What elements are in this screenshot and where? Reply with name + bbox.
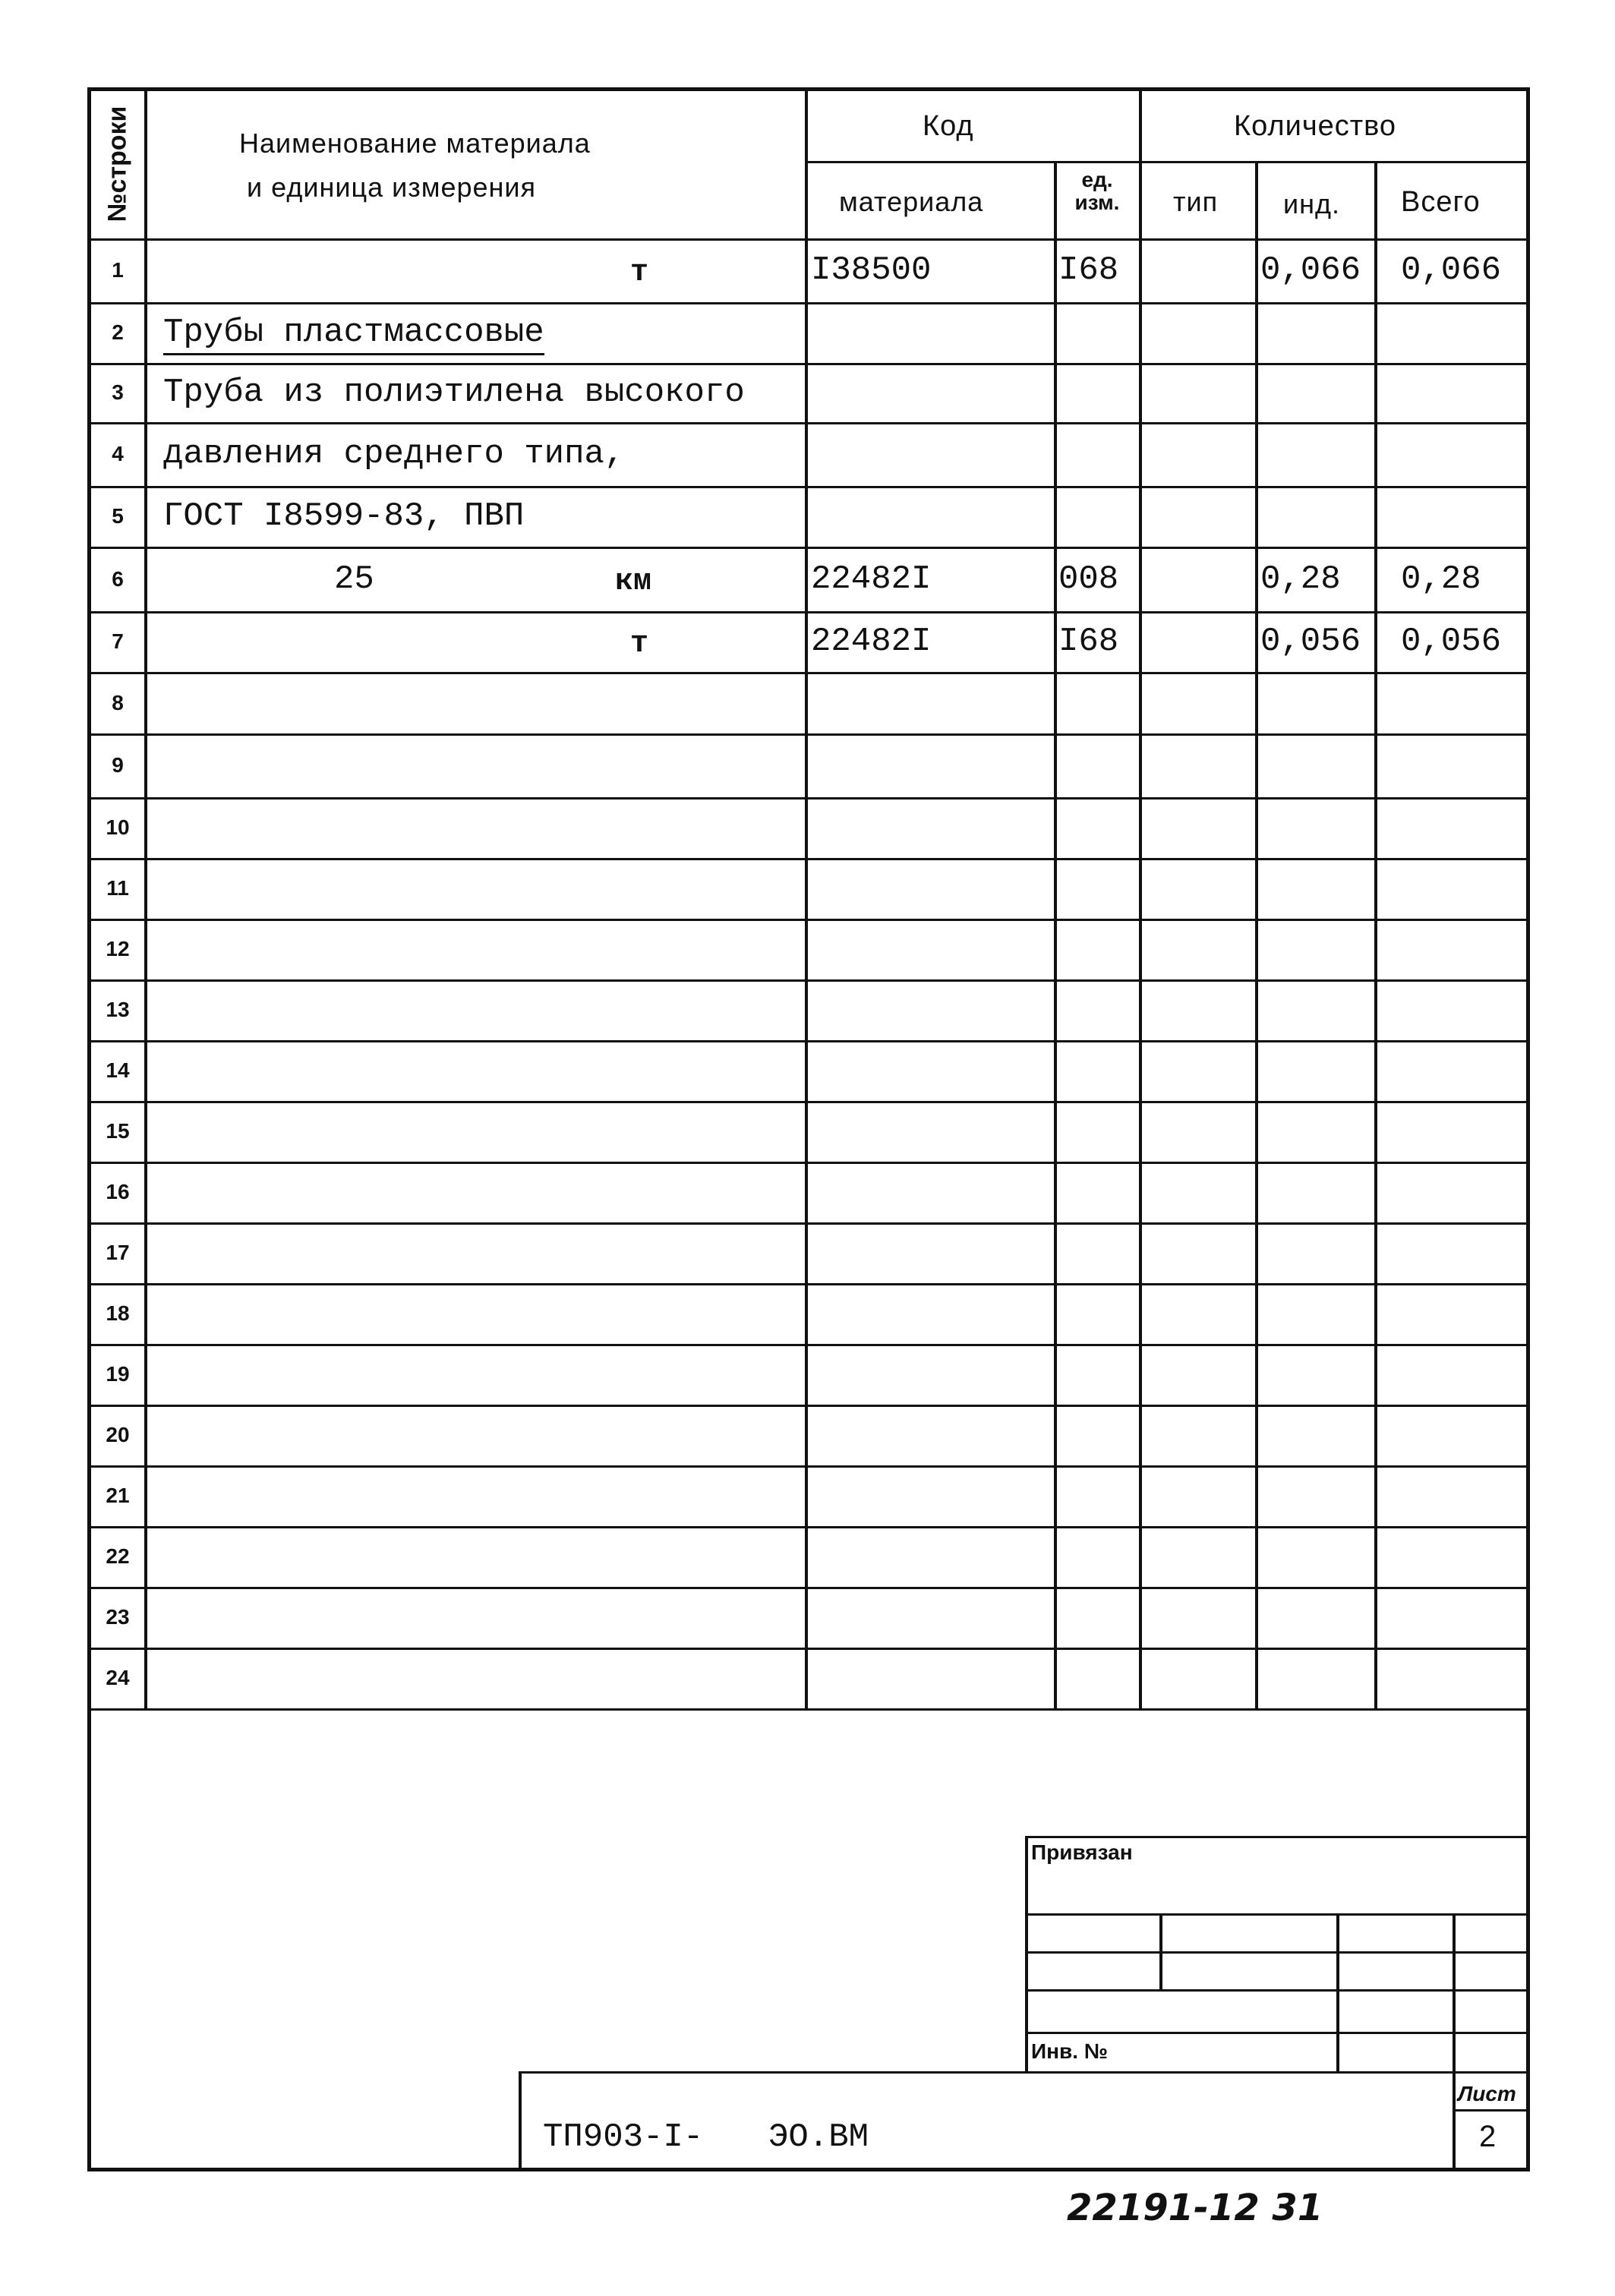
code-header: Код <box>923 110 974 142</box>
row-number: 5 <box>112 504 124 528</box>
unit-label: т <box>630 627 649 661</box>
qty-type-header: тип <box>1173 186 1219 217</box>
name-header-line1: Наименование материала <box>239 128 591 159</box>
row-number: 20 <box>106 1423 130 1446</box>
material-name: 25 <box>334 560 374 598</box>
row-line <box>87 1040 1530 1042</box>
row-number: 8 <box>112 690 124 714</box>
qty-total: 0,28 <box>1401 560 1481 598</box>
stamp-left-line <box>1025 1836 1028 2071</box>
row-number: 11 <box>106 876 129 900</box>
row-number: 16 <box>106 1180 130 1203</box>
row-number: 7 <box>112 629 124 653</box>
unit-code: I68 <box>1058 623 1119 661</box>
row-number: 10 <box>106 815 130 839</box>
qty-ind: 0,066 <box>1260 251 1361 289</box>
material-name: ГОСТ I8599-83, ПВП <box>163 497 525 535</box>
row-number: 24 <box>106 1666 130 1689</box>
row-number: 23 <box>106 1605 130 1629</box>
row-line <box>87 486 1530 488</box>
row-line <box>87 1344 1530 1346</box>
row-number: 9 <box>112 753 124 777</box>
privyazan-label: Привязан <box>1031 1840 1133 1864</box>
material-name: Труба из полиэтилена высокого <box>163 374 745 412</box>
qty-total: 0,066 <box>1401 251 1502 289</box>
material-code: I38500 <box>811 251 932 289</box>
row-line <box>87 422 1530 424</box>
unit-code: 008 <box>1058 560 1119 598</box>
row-line <box>87 1283 1530 1285</box>
row-number: 14 <box>106 1058 130 1082</box>
row-line <box>87 733 1530 736</box>
handwritten-number: 22191-12 31 <box>1067 2187 1323 2229</box>
row-number: 17 <box>106 1241 130 1264</box>
row-line <box>87 919 1530 921</box>
row-number-header: №строки <box>103 106 132 222</box>
column-line <box>1374 161 1377 1708</box>
qty-total-header: Всего <box>1401 186 1481 218</box>
row-line <box>87 1587 1530 1589</box>
row-number: 4 <box>112 442 124 465</box>
stamp-vline-3 <box>1453 1913 1456 2171</box>
row-line <box>87 1222 1530 1225</box>
row-number: 15 <box>106 1119 130 1143</box>
unit-label: т <box>630 256 649 290</box>
row-number: 1 <box>112 258 124 282</box>
title-block-left <box>519 2071 522 2171</box>
sheet-divider <box>1453 2109 1530 2112</box>
row-line <box>87 1162 1530 1164</box>
row-number: 22 <box>106 1544 130 1568</box>
unit-label: км <box>615 564 652 599</box>
inv-no-label: Инв. № <box>1031 2039 1109 2063</box>
quantity-header: Количество <box>1234 110 1397 142</box>
row-number: 12 <box>106 937 130 960</box>
header-bottom-line <box>87 238 1530 241</box>
qty-ind: 0,28 <box>1260 560 1341 598</box>
material-name: давления среднего типа, <box>163 435 625 473</box>
row-number: 18 <box>106 1301 130 1325</box>
row-line <box>87 1708 1530 1711</box>
sheet-label: Лист <box>1458 2082 1516 2105</box>
row-line <box>87 302 1530 304</box>
row-line <box>87 1405 1530 1407</box>
doc-suffix: ЭО.ВМ <box>768 2118 869 2156</box>
row-line <box>87 797 1530 800</box>
code-material-header: материала <box>839 186 984 217</box>
doc-code: ТП903-I- <box>543 2118 704 2156</box>
row-line <box>87 1648 1530 1650</box>
row-line <box>87 1101 1530 1103</box>
material-code: 22482I <box>811 560 932 598</box>
row-line <box>87 1465 1530 1468</box>
row-number: 13 <box>106 998 130 1021</box>
row-line <box>87 672 1530 674</box>
material-code: 22482I <box>811 623 932 661</box>
stamp-vline-2 <box>1336 1913 1339 2071</box>
column-line <box>1054 161 1057 1708</box>
qty-ind: 0,056 <box>1260 623 1361 661</box>
qty-ind-header: инд. <box>1283 188 1340 219</box>
stamp-vline-1 <box>1159 1913 1162 1989</box>
material-name: Трубы пластмассовые <box>163 314 544 355</box>
row-number: 2 <box>112 320 124 344</box>
row-number: 3 <box>112 380 124 404</box>
row-number: 19 <box>106 1362 130 1386</box>
stamp-top-line <box>1025 1836 1530 1838</box>
row-line <box>87 979 1530 982</box>
row-number: 21 <box>106 1484 130 1507</box>
row-line <box>87 611 1530 613</box>
title-block-top <box>519 2071 1530 2074</box>
row-line <box>87 858 1530 860</box>
row-line <box>87 363 1530 365</box>
name-header-line2: и единица измерения <box>247 172 537 203</box>
column-line <box>1255 161 1258 1708</box>
unit-code: I68 <box>1058 251 1119 289</box>
header-mid-line <box>805 161 1530 163</box>
row-line <box>87 1526 1530 1528</box>
qty-total: 0,056 <box>1401 623 1502 661</box>
code-unit-header: ед. изм. <box>1074 168 1120 214</box>
row-number: 6 <box>112 566 124 591</box>
row-line <box>87 547 1530 549</box>
sheet-number: 2 <box>1479 2120 1497 2153</box>
